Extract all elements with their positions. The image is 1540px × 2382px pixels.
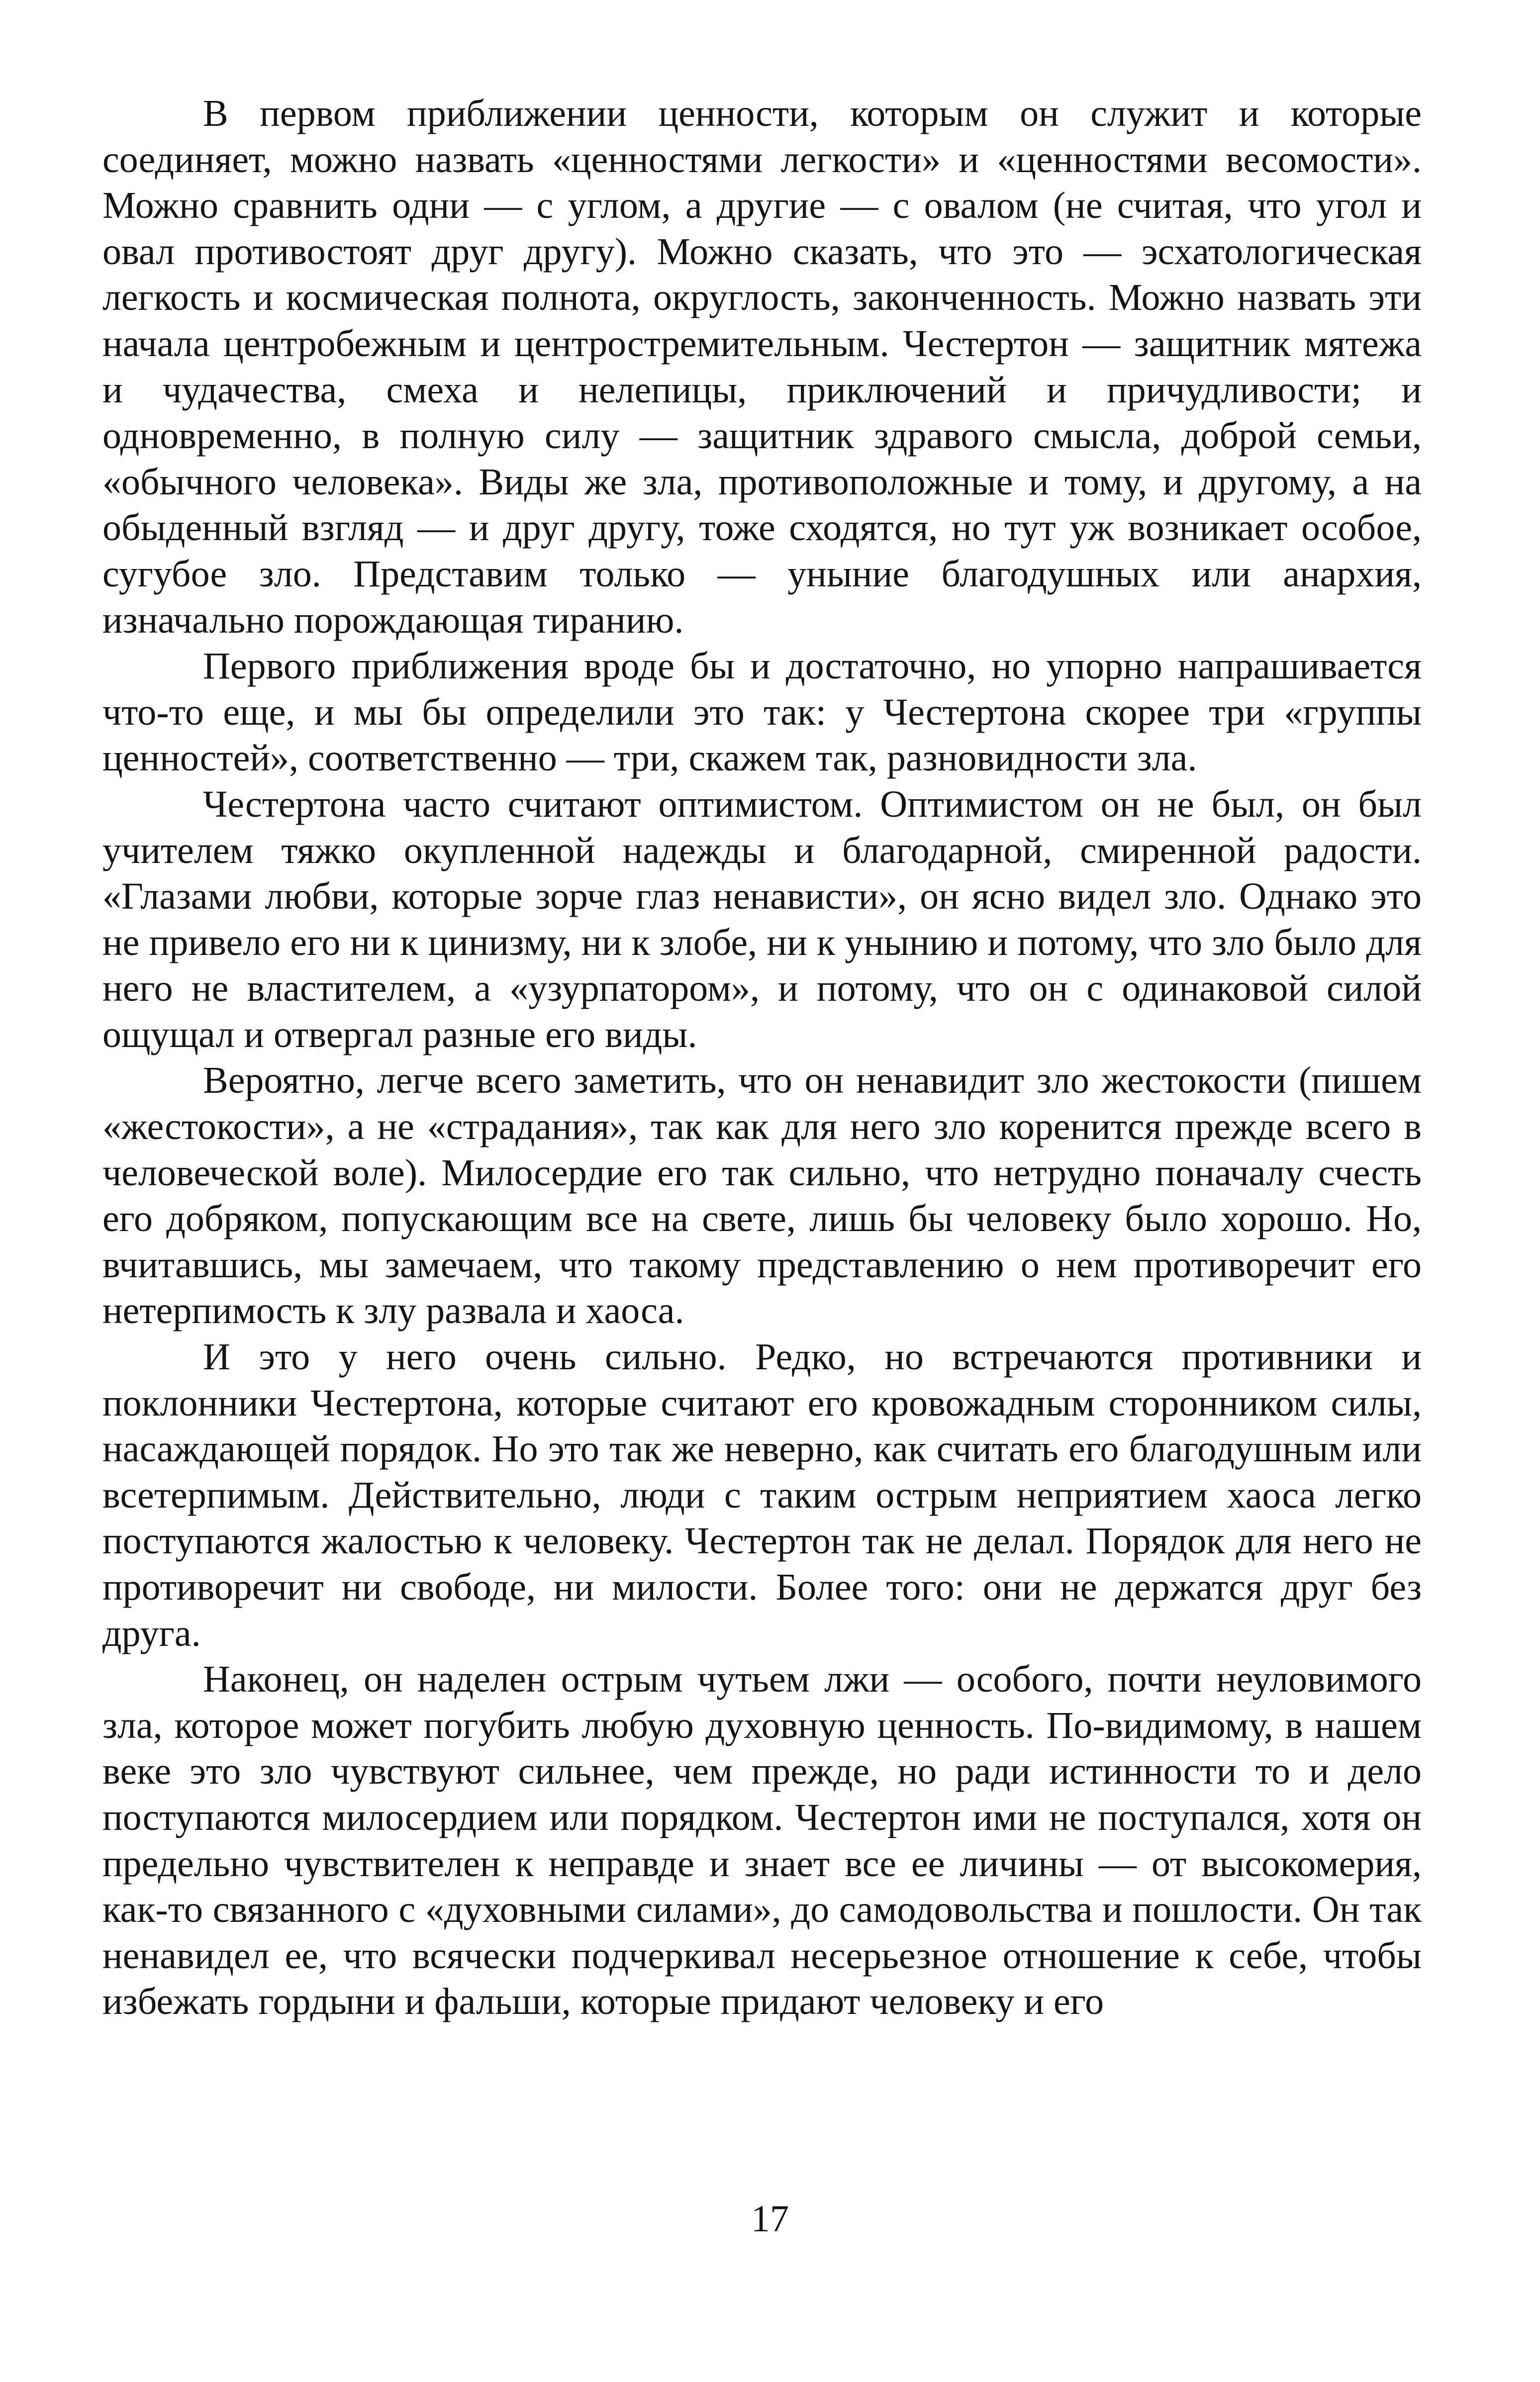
page-number: 17 <box>751 2198 789 2240</box>
paragraph: И это у него очень сильно. Редко, но встречаются противники и поклонники Честертона, которые считают его кровожадным сторонником силы, насаждающей порядок. Но это так же неверно, как считать его благодушным или всетерпимым. Действительно, люди с таким острым неприятием хаоса легко поступаются жалостью к человеку. Честертон так не делал. Порядок для него не противоречит ни свободе, ни милости. Более того: они не держатся друг без друга. <box>102 1336 1422 1654</box>
paragraph: Честертона часто считают оптимистом. Оптимистом он не был, он был учителем тяжко окупленной надежды и благодарной, смиренной радости. «Глазами любви, которые зорче глаз ненависти», он ясно видел зло. Однако это не привело его ни к цинизму, ни к злобе, ни к унынию и потому, что зло было для него не властителем, а «узурпатором», и потому, что он с одинаковой силой ощущал и отвергал разные его виды. <box>102 783 1422 1055</box>
body-text <box>102 91 1422 2025</box>
paragraph: Наконец, он наделен острым чутьем лжи — особого, почти неуловимого зла, которое может погубить любую духовную ценность. По-видимому, в нашем веке это зло чувствуют сильнее, чем прежде, но ради истинности то и дело поступаются милосердием или порядком. Честертон ими не поступался, хотя он предельно чувствителен к неправде и знает все ее личины — от высокомерия, как-то связанного с «духовными силами», до самодовольства и пошлости. Он так ненавидел ее, что всячески подчеркивал несерьезное отношение к себе, чтобы избежать гордыни и фальши, которые придают человеку и его <box>102 1658 1422 2023</box>
paragraph: В первом приближении ценности, которым он служит и которые соединяет, можно назвать «ценностями легкости» и «ценностями весомости». Можно сравнить одни — с углом, а другие — с овалом (не считая, что угол и овал противостоят друг другу). Можно сказать, что это — эсхатологическая легкость и космическая полнота, округлость, законченность. Можно назвать эти начала центробежным и центростремительным. Честертон — защитник мятежа и чудачества, смеха и нелепицы, приключений и причудливости; и одновременно, в полную силу — защитник здравого смысла, доброй семьи, «обычного человека». Виды же зла, противоположные и тому, и другому, а на обыденный взгляд — и друг другу, тоже сходятся, но тут уж возникает особое, сугубое зло. Представим только — уныние благодушных или анархия, изначально порождающая тиранию. <box>102 93 1422 641</box>
paragraph: Первого приближения вроде бы и достаточно, но упорно напрашивается что-то еще, и мы бы определили это так: у Честертона скорее три «группы ценностей», соответственно — три, скажем так, разновидности зла. <box>102 645 1422 779</box>
paragraph: Вероятно, легче всего заметить, что он ненавидит зло жестокости (пишем «жестокости», а не «страдания», так как для него зло коренится прежде всего в человеческой воле). Милосердие его так сильно, что нетрудно поначалу счесть его добряком, попускающим все на свете, лишь бы человеку было хорошо. Но, вчитавшись, мы замечаем, что такому представлению о нем противоречит его нетерпимость к злу развала и хаоса. <box>102 1059 1422 1332</box>
